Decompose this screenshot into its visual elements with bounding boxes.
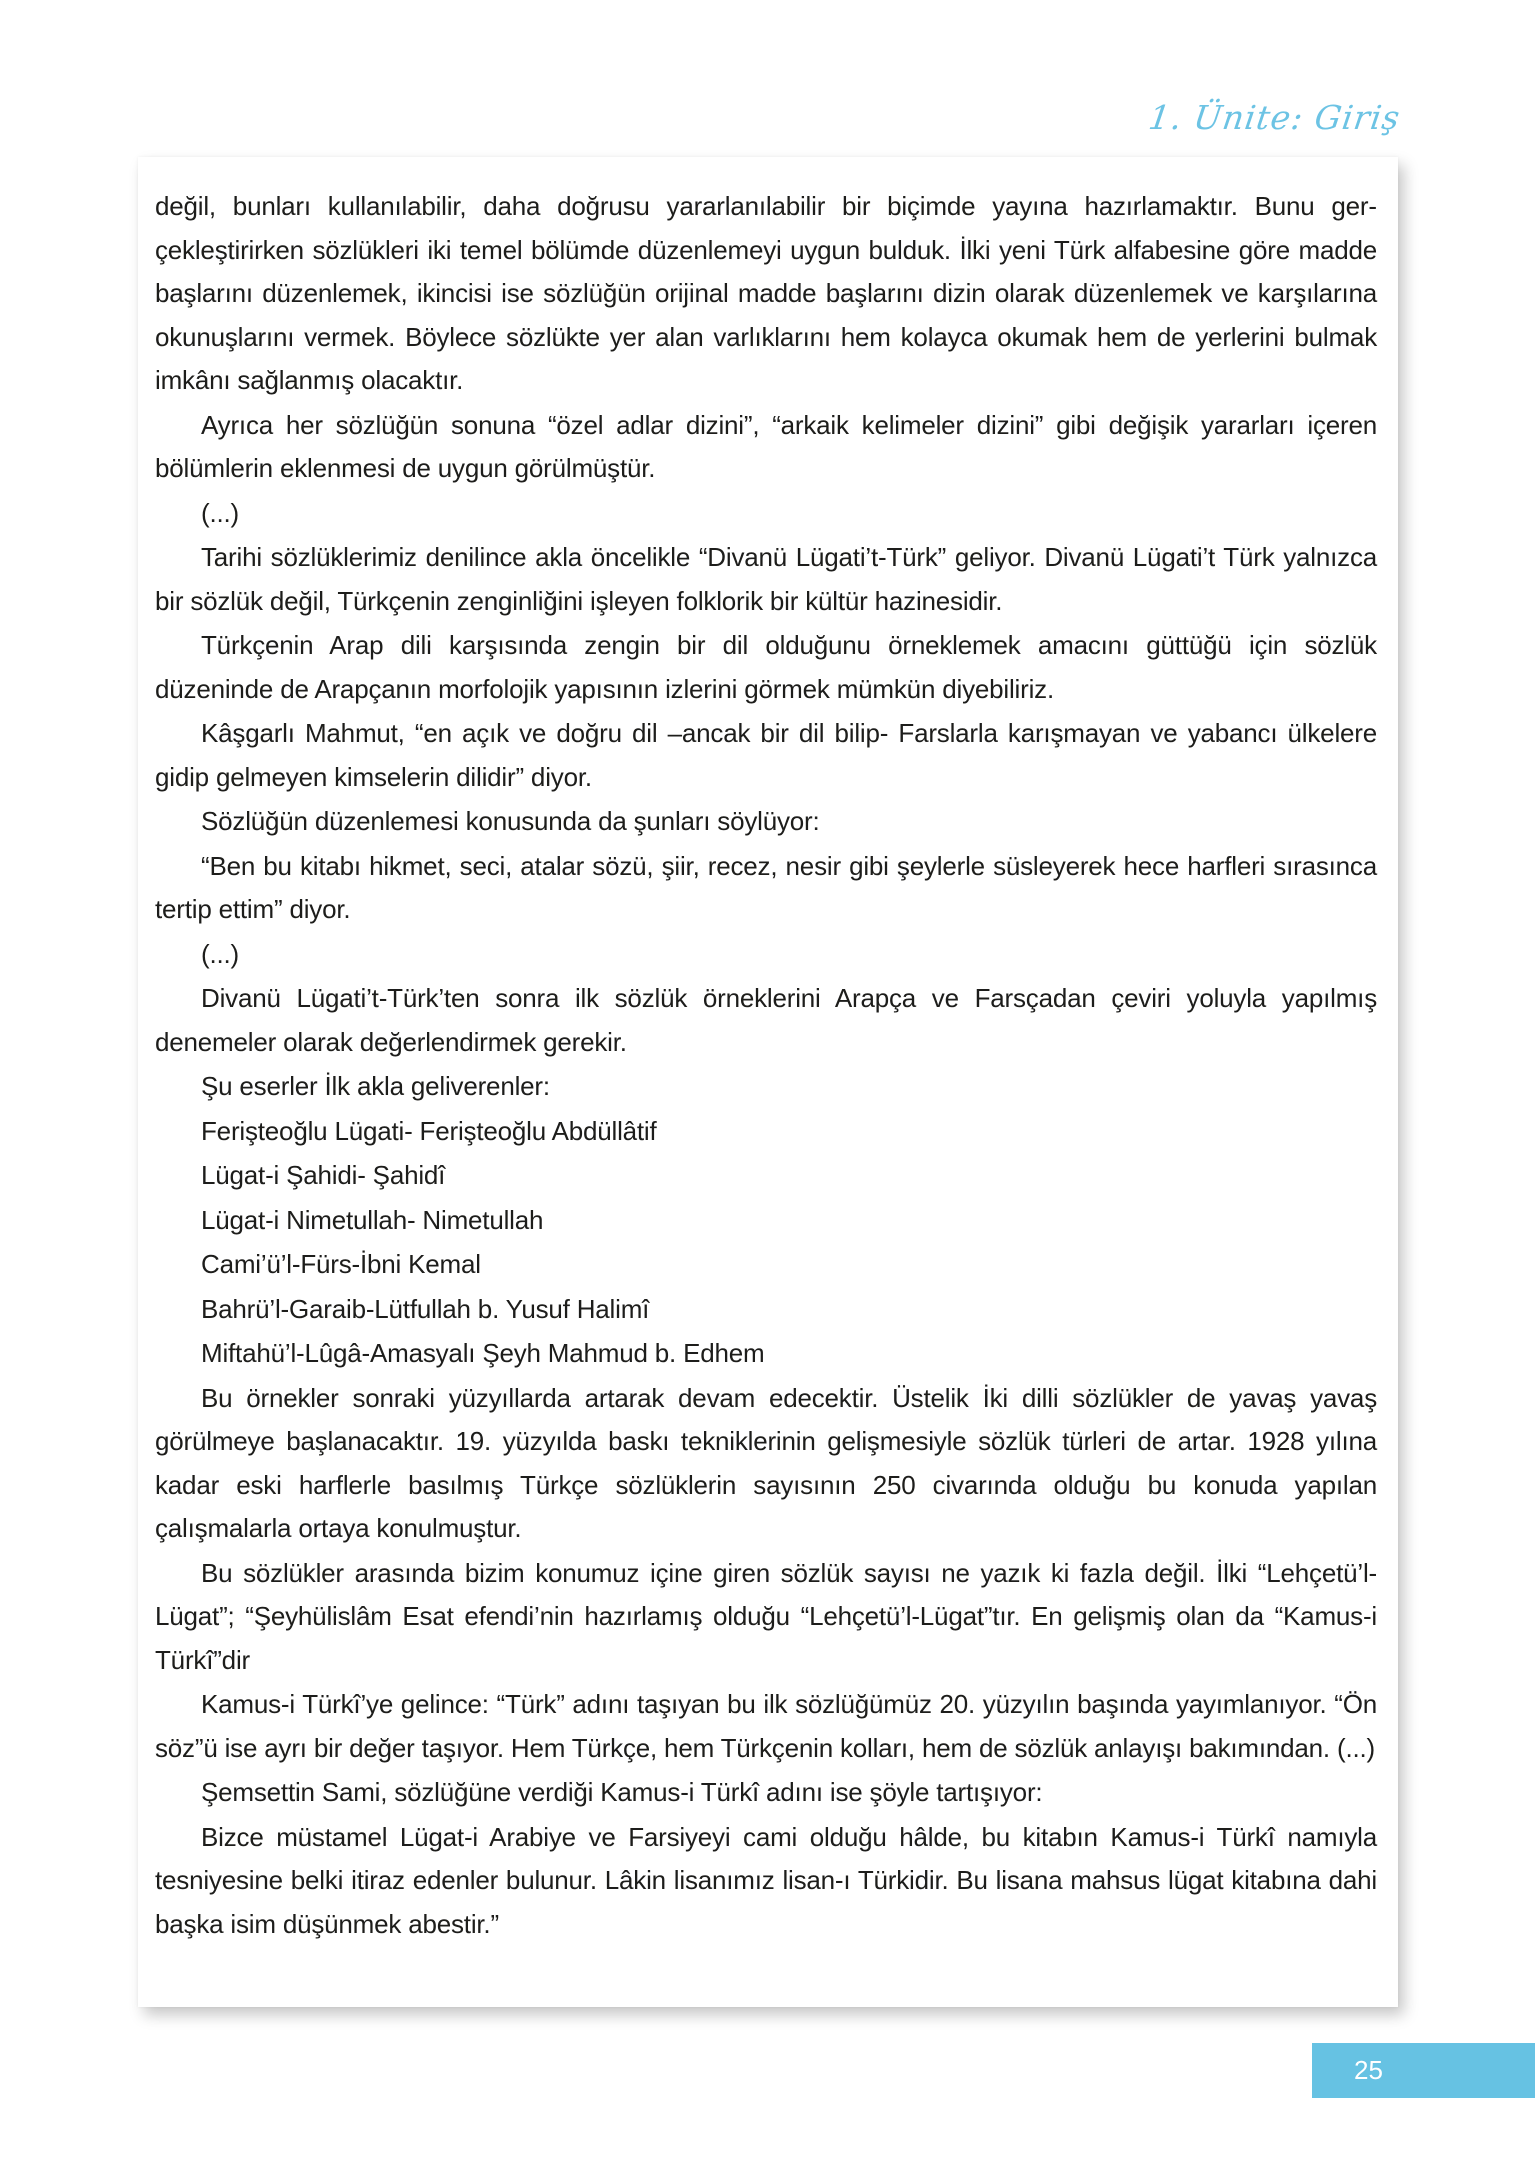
list-item: Miftahü’l-Lûgâ-Amasyalı Şeyh Mahmud b. Edhem [201,1338,765,1368]
page-number-badge [1312,2043,1535,2098]
paragraph: Tarihi sözlüklerimiz denilince akla öncelikle “Divanü Lügati’t-Türk” geliyor. Divanü Lügati’t Türk yalnızca bir sözlük değil, Türkçenin zenginliğini işleyen folklorik bir kültür hazinesidir. [155,542,1377,616]
list-item: Lügat-i Nimetullah- Nimetullah [201,1204,544,1235]
ellipsis-paragraph: (...) [201,497,239,528]
paragraph: Bu örnekler sonraki yüzyıllarda artarak devam edecektir. Üstelik İki dilli sözlükler de yavaş yavaş görülmeye başlanacaktır. 19. yüzyılda baskı tekniklerinin gelişmesiyle sözlük türleri de artar. 1928 yılına kadar eski harflerle basılmış Türkçe sözlüklerin sayısının 250 civarında olduğu bu konuda yapılan çalışmalarla ortaya konulmuştur. [155,1382,1377,1543]
body-text [155,185,1377,1946]
paragraph: Kamus-i Türkî’ye gelince: “Türk” adını taşıyan bu ilk sözlüğümüz 20. yüzyılın başında yayımlanıyor. “Ön söz”ü ise ayrı bir değer taşıyor. Hem Türkçe, hem Türkçenin kolları, hem de sözlük anlayışı bakımından. (...) [155,1689,1377,1763]
unit-title: 1. Ünite: Giriş [1146,98,1403,137]
list-item: Ferişteoğlu Lügati- Ferişteoğlu Abdüllâtif [201,1115,657,1146]
paragraph: Türkçenin Arap dili karşısında zengin bir dil olduğunu örneklemek amacını güttüğü için sözlük düzeninde de Arapçanın morfolojik yapısının izlerini görmek mümkün diyebiliriz. [155,630,1377,704]
page-number: 25 [1354,2055,1383,2085]
paragraph: Ayrıca her sözlüğün sonuna “özel adlar dizini”, “arkaik kelimeler dizini” gibi değişik yararları içeren bölümlerin eklenmesi de uygun görülmüştür. [155,409,1377,483]
paragraph: Kâşgarlı Mahmut, “en açık ve doğru dil –ancak bir dil bilip- Farslarla karışmayan ve yabancı ülkelere gidip gelmeyen kimselerin dilidir” diyor. [155,718,1377,792]
list-item: Lügat-i Şahidi- Şahidî [201,1160,446,1190]
ellipsis-paragraph: (...) [201,938,239,969]
paragraph: Sözlüğün düzenlemesi konusunda da şunları söylüyor: [201,806,820,836]
paragraph: Bu sözlükler arasında bizim konumuz içine giren sözlük sayısı ne yazık ki fazla değil. İlki “Lehçetü’l-Lügat”; “Şeyhülislâm Esat efendi’nin hazırlamış olduğu “Lehçetü’l-Lügat”tır. En gelişmiş olan da “Kamus-i Türkî”dir [155,1557,1377,1675]
quote-paragraph: “Ben bu kitabı hikmet, seci, atalar sözü, şiir, recez, nesir gibi şeylerle süsleyerek hece harfleri sırasınca tertip ettim” diyor. [155,850,1377,924]
content-card [138,157,1398,2007]
works-list [155,1110,1377,1376]
paragraph: değil, bunları kullanılabilir, daha doğrusu yararlanılabilir bir biçimde yayına hazırlamaktır. Bunu gerçekleştirirken sözlükleri iki temel bölümde düzenlemeyi uygun bulduk. İlki yeni Türk alfabesine göre madde başlarını düzenlemek, ikincisi ise sözlüğün orijinal madde başlarını dizin olarak düzenlemek ve karşılarına okunuşlarını vermek. Böylece sözlükte yer alan varlıklarını hem kolayca okumak hem de yerlerini bulmak imkânı sağlanmış olacaktır. [155,191,1377,395]
paragraph: Şemsettin Sami, sözlüğüne verdiği Kamus-i Türkî adını ise şöyle tartışıyor: [201,1777,1043,1807]
paragraph: Şu eserler İlk akla geliverenler: [201,1071,550,1101]
list-item: Bahrü’l-Garaib-Lütfullah b. Yusuf Halimî [201,1293,650,1324]
paragraph: Divanü Lügati’t-Türk’ten sonra ilk sözlük örneklerini Arapça ve Farsçadan çeviri yoluyla yapılmış denemeler olarak değerlendirmek gerekir. [155,983,1377,1057]
quote-paragraph: Bizce müstamel Lügat-i Arabiye ve Farsiyeyi cami olduğu hâlde, bu kitabın Kamus-i Türkî namıyla tesniyesine belki itiraz edenler bulunur. Lâkin lisanımız lisan-ı Türkidir. Bu lisana mahsus lügat kitabına dahi başka isim düşünmek abestir.” [155,1821,1377,1939]
list-item: Cami’ü’l-Fürs-İbni Kemal [201,1249,481,1279]
